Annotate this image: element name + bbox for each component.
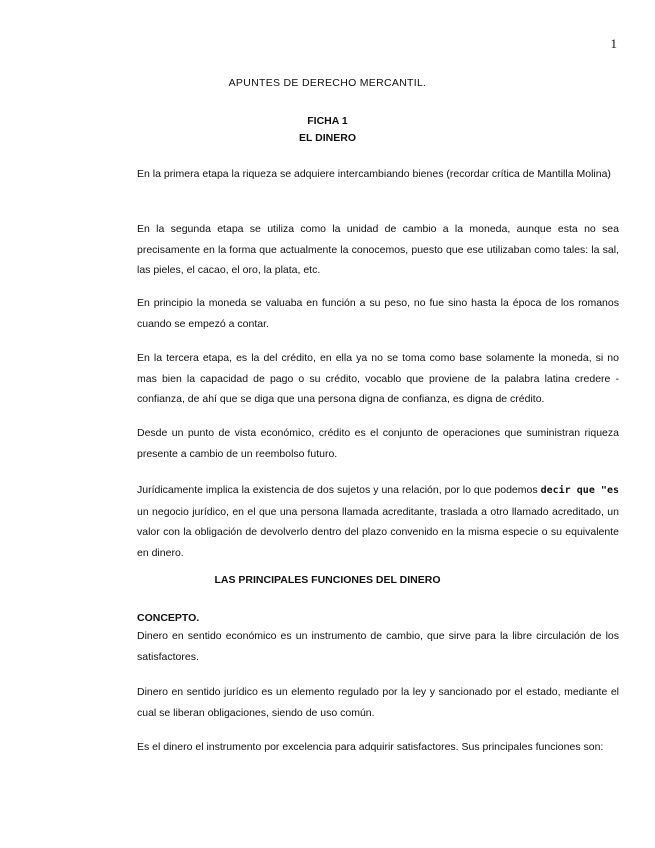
ficha-label: FICHA 1 [307,115,348,127]
paragraph-sentido-juridico: Dinero en sentido jurídico es un elemento regulado por la ley y sancionado por el estado, mediante el cual se liberan obligaciones, siendo de uso común. [137,686,619,719]
paragraph-segunda-etapa: En la segunda etapa se utiliza como la unidad de cambio a la moneda, aunque esta no sea precisamente en la forma que actualmente la conocemos, puesto que ese utilizaban como tales: la sal, las pieles, el cacao, el oro, la plata, etc. [137,223,619,276]
paragraph-tercera-etapa: En la tercera etapa, es la del crédito, en ella ya no se toma como base solamente la moneda, si no mas bien la capacidad de pago o su crédito, vocablo que proviene de la palabra latina credere - confianza, de ahí que se diga que una persona digna de confianza, es digna de crédito. [137,352,619,405]
page-number: 1 [610,36,617,51]
paragraph-juridicamente-emphasis: decir que "es [540,485,619,496]
paragraph-juridicamente [137,480,619,563]
paragraph-punto-economico: Desde un punto de vista económico, crédito es el conjunto de operaciones que suministran riqueza presente a cambio de un reembolso futuro. [137,427,619,460]
paragraph-juridicamente-start: Jurídicamente implica la existencia de dos sujetos y una relación, por lo que podemos [137,484,541,496]
paragraph-juridicamente-end: un negocio jurídico, en el que una persona llamada acreditante, traslada a otro llamado acreditado, un valor con la obligación de devolverlo dentro del plazo convenido en la misma especie o su equivalente en dinero. [137,505,619,559]
document-title: APUNTES DE DERECHO MERCANTIL. [228,77,427,89]
paragraph-primera-etapa: En la primera etapa la riqueza se adquiere intercambiando bienes (recordar crítica de Mantilla Molina) [137,168,611,180]
paragraph-funciones: Es el dinero el instrumento por excelencia para adquirir satisfactores. Sus principales funciones son: [137,741,604,753]
section-title-funciones: LAS PRINCIPALES FUNCIONES DEL DINERO [214,574,441,586]
concepto-heading: CONCEPTO. [137,612,200,624]
section-subtitle: EL DINERO [299,132,356,144]
paragraph-sentido-economico: Dinero en sentido económico es un instrumento de cambio, que sirve para la libre circulación de los satisfactores. [137,630,619,663]
paragraph-principio-moneda: En principio la moneda se valuaba en función a su peso, no fue sino hasta la época de los romanos cuando se empezó a contar. [137,297,619,330]
